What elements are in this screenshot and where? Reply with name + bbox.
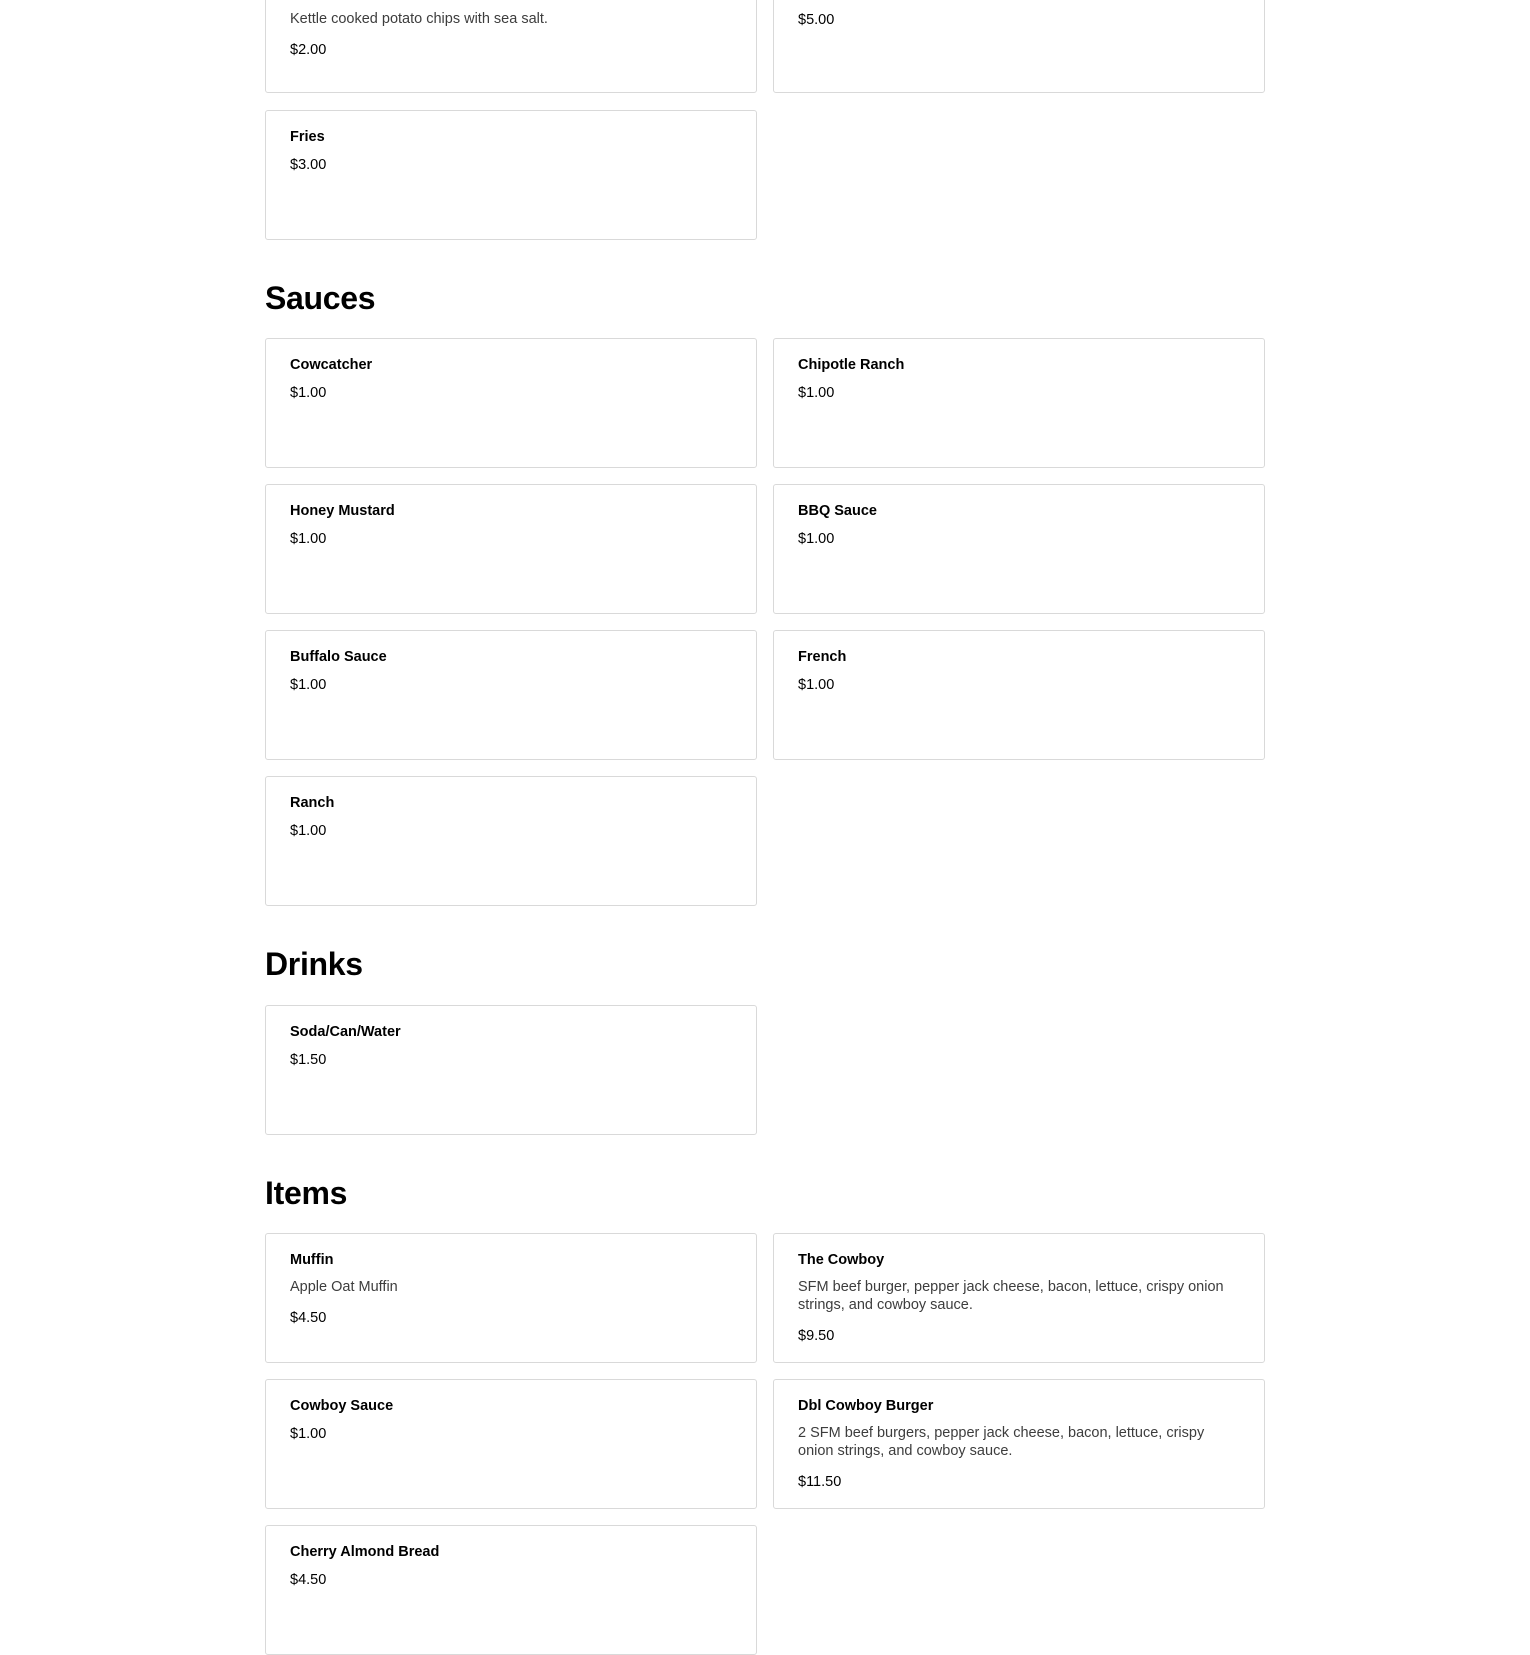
- menu-item-name: Fries: [290, 129, 325, 145]
- menu-item-name: Honey Mustard: [290, 503, 395, 519]
- menu-item-price: $1.00: [290, 823, 327, 839]
- menu-item-price: $3.00: [290, 157, 327, 173]
- menu-item-price: $4.50: [290, 1310, 327, 1326]
- menu-item-price: $11.50: [798, 1474, 842, 1490]
- partial-top-row: [265, 0, 1265, 93]
- sauces-grid: [265, 338, 1265, 906]
- menu-item-price: $1.50: [290, 1052, 327, 1068]
- section-title: Sauces: [265, 280, 376, 316]
- menu-item-card[interactable]: [265, 1379, 757, 1509]
- menu-item-card[interactable]: [265, 1005, 757, 1135]
- menu-item-description: Kettle cooked potato chips with sea salt.: [290, 11, 548, 27]
- menu-item-card[interactable]: [265, 1525, 757, 1655]
- section-drinks: [265, 944, 1265, 984]
- menu-item-card[interactable]: [773, 1233, 1265, 1363]
- menu-item-card[interactable]: [265, 776, 757, 906]
- menu-item-price: $1.00: [798, 531, 835, 547]
- menu-item-card[interactable]: [773, 630, 1265, 760]
- menu-item-price: $1.00: [290, 385, 327, 401]
- menu-item-description: SFM beef burger, pepper jack cheese, bacon, lettuce, crispy onion strings, and cowboy sauce.: [798, 1279, 1224, 1313]
- menu-item-name: Ranch: [290, 795, 335, 811]
- menu-item-name: Cherry Almond Bread: [290, 1544, 440, 1560]
- menu-item-name: Dbl Cowboy Burger: [798, 1398, 934, 1414]
- menu-item-card[interactable]: [265, 484, 757, 614]
- menu-item-name: Cowcatcher: [290, 357, 373, 373]
- menu-item-description: Apple Oat Muffin: [290, 1279, 398, 1295]
- menu-item-description: 2 SFM beef burgers, pepper jack cheese, bacon, lettuce, crispy onion strings, and cowboy sauce.: [798, 1425, 1205, 1459]
- menu-item-name: Soda/Can/Water: [290, 1024, 401, 1040]
- menu-item-card[interactable]: [265, 1233, 757, 1363]
- drinks-grid: [265, 1005, 1265, 1135]
- menu-item-price: $1.00: [290, 531, 327, 547]
- items-grid: [265, 1233, 1265, 1655]
- menu-item-price: $1.00: [798, 677, 835, 693]
- menu-item-price: $1.00: [798, 385, 835, 401]
- menu-item-name: The Cowboy: [798, 1252, 885, 1268]
- top-section-items: [265, 110, 1265, 240]
- menu-item-price: $9.50: [798, 1328, 835, 1344]
- menu-item-name: Buffalo Sauce: [290, 649, 387, 665]
- menu-item-name: BBQ Sauce: [798, 503, 877, 519]
- menu-item-name: Cowboy Sauce: [290, 1398, 394, 1414]
- section-sauces: [265, 278, 1265, 318]
- menu-item-card[interactable]: [773, 1379, 1265, 1509]
- menu-item-price: $1.00: [290, 1426, 327, 1442]
- menu-item-name: Muffin: [290, 1252, 334, 1268]
- menu-item-card[interactable]: [265, 630, 757, 760]
- menu-item-card[interactable]: [265, 110, 757, 240]
- menu-item-price: $1.00: [290, 677, 327, 693]
- section-title: Items: [265, 1175, 348, 1211]
- menu-item-price: $2.00: [290, 42, 327, 58]
- menu-item-card[interactable]: [773, 0, 1265, 93]
- section-title: Drinks: [265, 946, 363, 982]
- menu-item-name: Chipotle Ranch: [798, 357, 905, 373]
- menu-item-card[interactable]: [773, 484, 1265, 614]
- menu-item-card[interactable]: [265, 0, 757, 93]
- menu-item-card[interactable]: [773, 338, 1265, 468]
- menu-item-name: French: [798, 649, 847, 665]
- section-items: [265, 1173, 1265, 1213]
- menu-item-price: $5.00: [798, 12, 835, 28]
- menu-item-price: $4.50: [290, 1572, 327, 1588]
- menu-item-card[interactable]: [265, 338, 757, 468]
